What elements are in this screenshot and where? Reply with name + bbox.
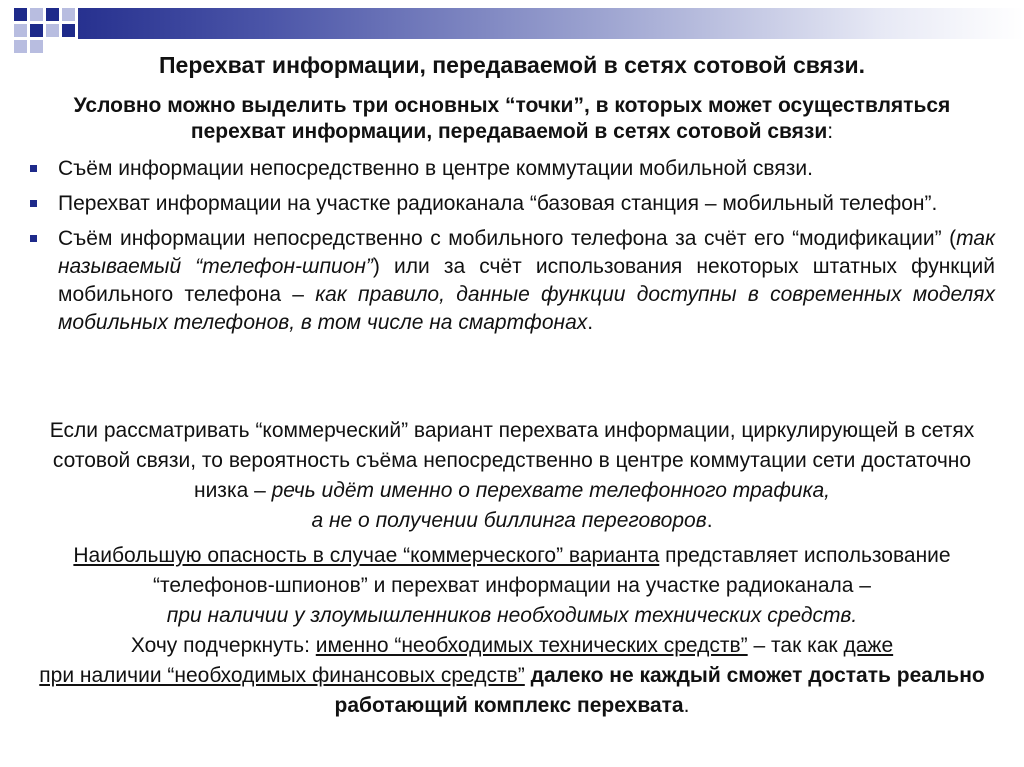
header-gradient-bar [78,8,1024,39]
decor-square [14,24,27,37]
bullet-text: ) или за счёт использования некоторых штатных функций мобильного телефона – [58,255,995,306]
bullet-text: Съём информации непосредственно с мобильного телефона за счёт его “модификации” ( [58,227,957,250]
square-bullet-icon [30,235,37,242]
decor-square [46,24,59,37]
decor-square [46,8,59,21]
para2-underline: даже [843,634,894,657]
bullet-item [30,190,995,218]
para1-italic: а не о получении биллинга переговоров [311,509,707,532]
square-bullet-icon [30,200,37,207]
intro-colon: : [827,120,834,143]
decor-square [62,8,75,21]
para2-text: Хочу подчеркнуть: [130,634,316,657]
bullet-text: . [587,311,594,334]
paragraph-danger [30,541,994,721]
bullet-text: Съём информации непосредственно в центре коммутации мобильной связи. [58,157,813,180]
bullet-text: Перехват информации на участке радиоканала “базовая станция – мобильный телефон”. [58,192,938,215]
para2-underline: именно “необходимых технических средств” [315,634,748,657]
decor-square [14,8,27,21]
decor-square [62,24,75,37]
bullet-item [30,225,995,337]
para2-underline: при наличии “необходимых финансовых средств” [39,664,525,687]
intro-text [52,93,972,145]
para2-italic: при наличии у злоумышленников необходимых технических средств. [166,604,858,627]
para1-text: Если рассматривать “коммерческий” вариант перехвата информации, циркулирующей в сетях сотовой связи, то вероятность съёма непосредственно в центре коммутации сети достаточно низка – [49,419,975,502]
bullet-list [30,155,995,337]
slide-title: Перехват информации, передаваемой в сетях сотовой связи. [159,52,865,78]
paragraph-commercial [30,416,994,536]
intro-bold: Условно можно выделить три основных “точки”, в которых может осуществляться перехват информации, передаваемой в сетях сотовой связи [73,94,951,143]
para1-end: . [706,509,713,532]
para2-text: – так как [747,634,844,657]
para2-end: . [683,694,690,717]
square-bullet-icon [30,165,37,172]
para1-italic: речь идёт именно о перехвате телефонного трафика, [271,479,831,502]
bullet-item [30,155,995,183]
decor-square [30,8,43,21]
para2-bold: далеко не каждый сможет достать реально работающий комплекс перехвата [334,664,985,717]
bullet-italic: так называемый “телефон-шпион” [58,227,995,278]
para2-text: представляет использование “телефонов-шпионов” и перехват информации на участке радиоканала – [153,544,951,597]
bullet-italic: как правило, данные функции доступны в современных моделях мобильных телефонов, в том числе на смартфонах [58,283,995,334]
para2-underline: Наибольшую опасность в случае “коммерческого” варианта [73,544,660,567]
decor-square [30,24,43,37]
